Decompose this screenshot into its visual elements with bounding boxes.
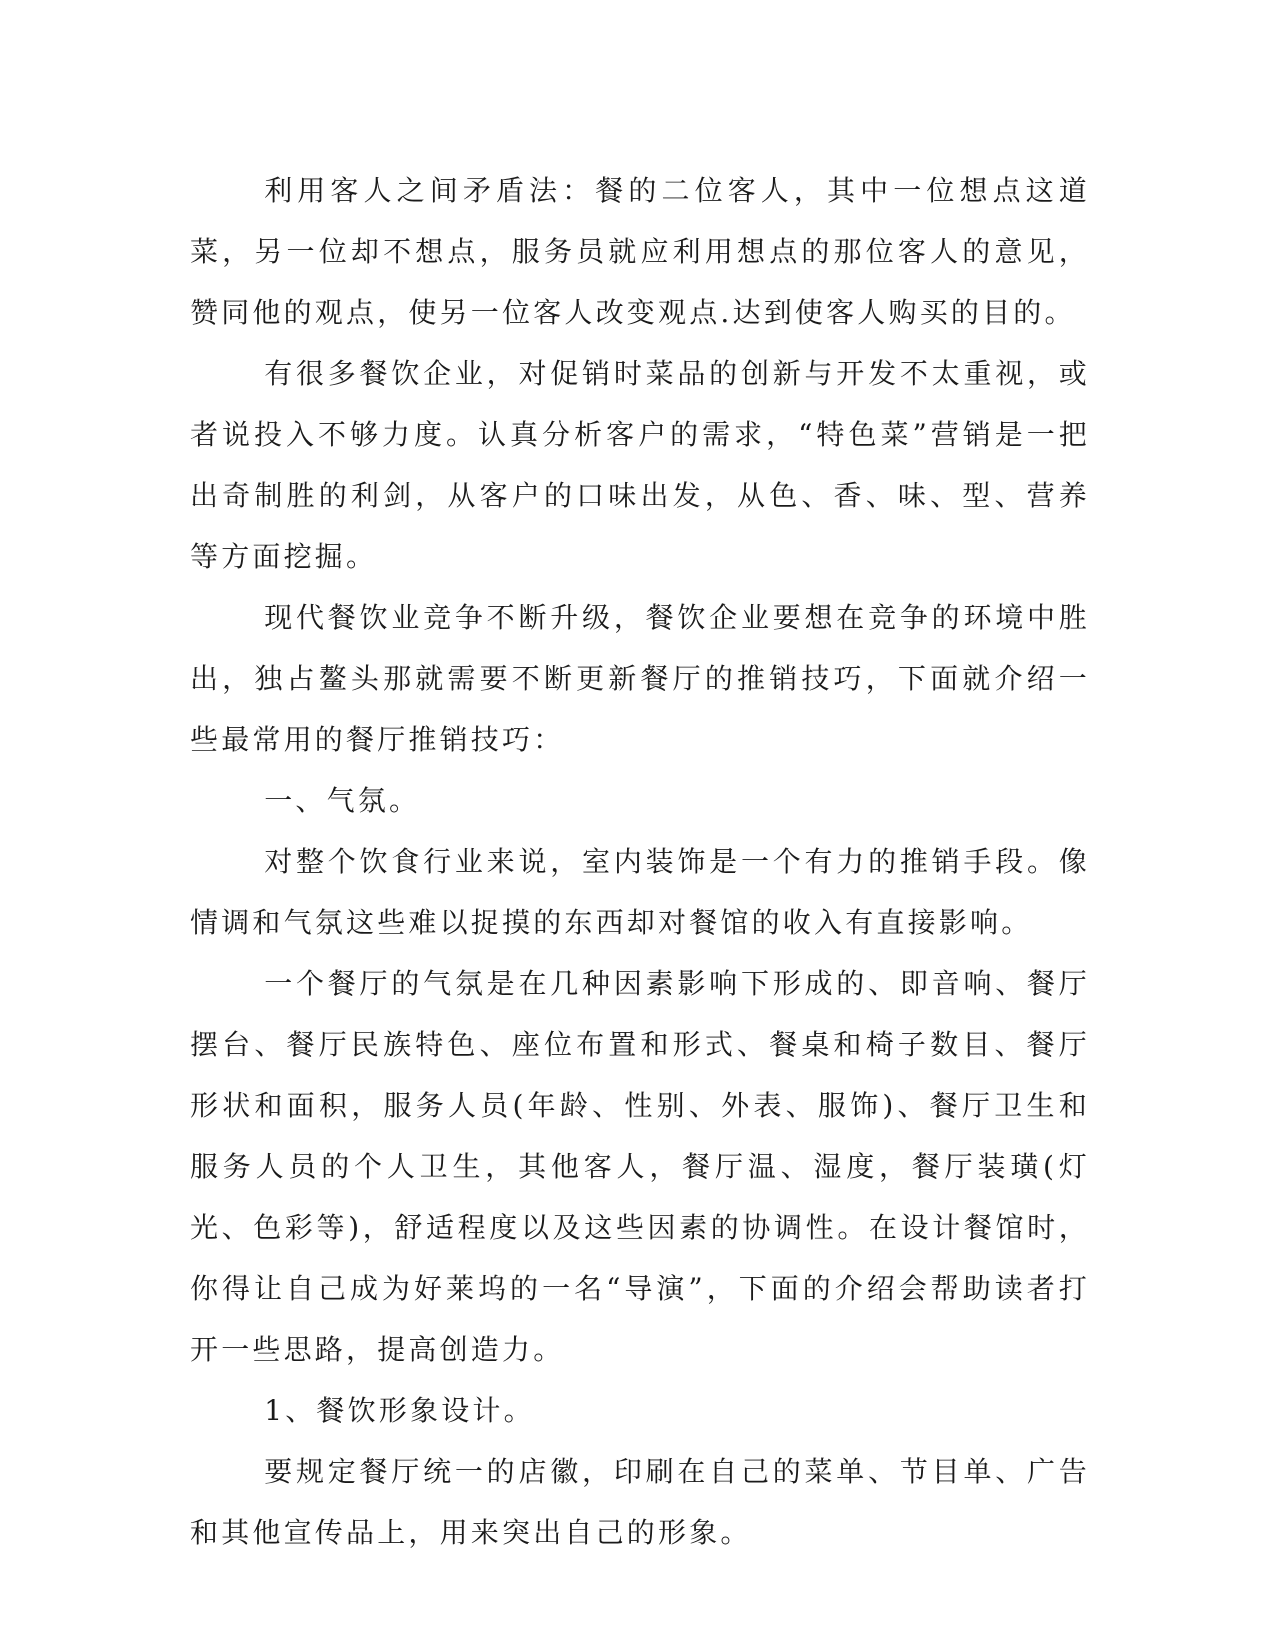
paragraph-specialty-dishes: 有很多餐饮企业，对促销时菜品的创新与开发不太重视，或者说投入不够力度。认真分析客户的需求，“特色菜”营销是一把出奇制胜的利剑，从客户的口味出发，从色、香、味、型、营养等方面挖掘。 [190, 357, 1090, 573]
paragraph-sales-techniques-intro: 现代餐饮业竞争不断升级，餐饮企业要想在竞争的环境中胜出，独占鳌头那就需要不断更新餐厅的推销技巧，下面就介绍一些最常用的餐厅推销技巧： [190, 601, 1090, 756]
subheading-image-design: 1、餐饮形象设计。 [264, 1394, 535, 1427]
paragraph-contradiction-method: 利用客人之间矛盾法：餐的二位客人，其中一位想点这道菜，另一位却不想点，服务员就应利用想点的那位客人的意见，赞同他的观点，使另一位客人改变观点.达到使客人购买的目的。 [190, 174, 1090, 329]
paragraph-interior-decoration: 对整个饮食行业来说，室内装饰是一个有力的推销手段。像情调和气氛这些难以捉摸的东西却对餐馆的收入有直接影响。 [190, 845, 1090, 939]
paragraph-atmosphere-factors: 一个餐厅的气氛是在几种因素影响下形成的、即音响、餐厅摆台、餐厅民族特色、座位布置和形式、餐桌和椅子数目、餐厅形状和面积，服务人员(年龄、性别、外表、服饰)、餐厅卫生和服务人员的个人卫生，其他客人，餐厅温、湿度，餐厅装璜(灯光、色彩等)，舒适程度以及这些因素的协调性。在设计餐馆时，你得让自己成为好莱坞的一名“导演”，下面的介绍会帮助读者打开一些思路，提高创造力。 [190, 967, 1090, 1366]
document-body [190, 160, 1090, 1563]
section-heading-atmosphere: 一、气氛。 [264, 784, 421, 817]
paragraph-restaurant-logo: 要规定餐厅统一的店徽，印刷在自己的菜单、节目单、广告和其他宣传品上，用来突出自己的形象。 [190, 1455, 1090, 1549]
